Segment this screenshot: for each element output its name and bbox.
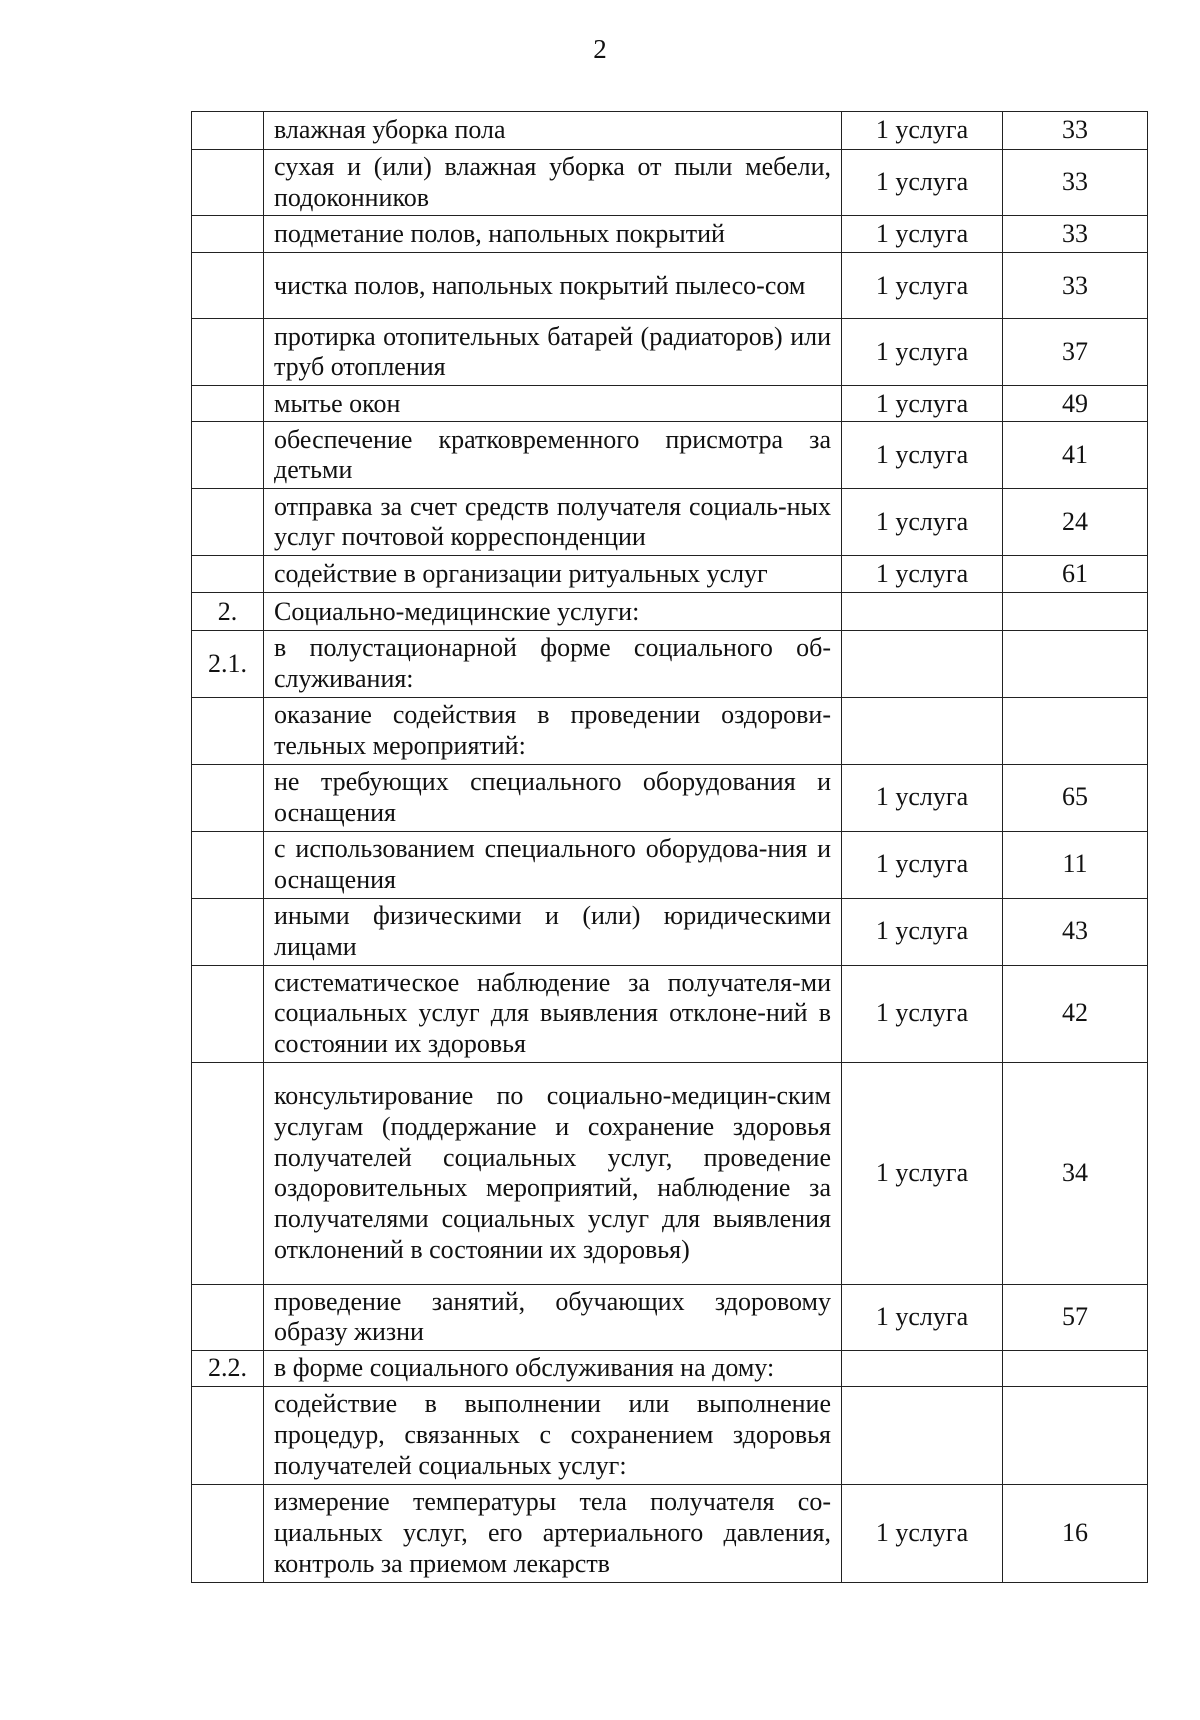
service-name: подметание полов, напольных покрытий: [264, 216, 842, 253]
unit-cell: 1 услуга: [842, 965, 1003, 1062]
services-table-body: [192, 112, 1148, 1583]
value-cell: 34: [1003, 1062, 1148, 1284]
unit-cell: [842, 593, 1003, 631]
unit-cell: 1 услуга: [842, 386, 1003, 422]
services-table: [191, 111, 1148, 1583]
unit-cell: 1 услуга: [842, 216, 1003, 253]
service-name: содействие в организации ритуальных услуг: [264, 556, 842, 593]
unit-cell: 1 услуга: [842, 831, 1003, 898]
value-cell: 49: [1003, 386, 1148, 422]
value-cell: 57: [1003, 1284, 1148, 1350]
row-number: [192, 386, 264, 422]
service-name: Социально-медицинские услуги:: [264, 593, 842, 631]
value-cell: 41: [1003, 422, 1148, 489]
row-number: [192, 319, 264, 386]
row-number: [192, 422, 264, 489]
unit-cell: 1 услуга: [842, 1484, 1003, 1582]
service-name: чистка полов, напольных покрытий пылесо-сом: [264, 253, 842, 319]
row-number: [192, 1386, 264, 1484]
row-number: [192, 697, 264, 764]
service-name: обеспечение кратковременного присмотра за детьми: [264, 422, 842, 489]
row-number: [192, 253, 264, 319]
row-number: [192, 112, 264, 150]
row-number: [192, 556, 264, 593]
row-number: [192, 831, 264, 898]
value-cell: 65: [1003, 764, 1148, 831]
value-cell: [1003, 593, 1148, 631]
unit-cell: [842, 697, 1003, 764]
table-row: [192, 253, 1148, 319]
row-number: [192, 1062, 264, 1284]
unit-cell: 1 услуга: [842, 1062, 1003, 1284]
value-cell: 33: [1003, 216, 1148, 253]
unit-cell: 1 услуга: [842, 112, 1003, 150]
service-name: влажная уборка пола: [264, 112, 842, 150]
value-cell: 33: [1003, 150, 1148, 216]
service-name: сухая и (или) влажная уборка от пыли мебели, подоконников: [264, 150, 842, 216]
service-name: не требующих специального оборудования и оснащения: [264, 764, 842, 831]
row-number: [192, 216, 264, 253]
table-row: [192, 1062, 1148, 1284]
table-row: [192, 1351, 1148, 1387]
table-row: [192, 697, 1148, 764]
value-cell: [1003, 697, 1148, 764]
service-name: измерение температуры тела получателя со-циальных услуг, его артериального давления, контроль за приемом лекарств: [264, 1484, 842, 1582]
table-row: [192, 319, 1148, 386]
value-cell: 43: [1003, 898, 1148, 965]
unit-cell: [842, 631, 1003, 697]
row-number: [192, 764, 264, 831]
service-name: содействие в выполнении или выполнение процедур, связанных с сохранением здоровья получателей социальных услуг:: [264, 1386, 842, 1484]
service-name: консультирование по социально-медицин-ским услугам (поддержание и сохранение здоровья получателей социальных услуг, проведение оздоровительных мероприятий, наблюдение за получателями социальных услуг для выявления отклонений в состоянии их здоровья): [264, 1062, 842, 1284]
unit-cell: [842, 1351, 1003, 1387]
table-row: [192, 898, 1148, 965]
service-name: в полустационарной форме социального об-служивания:: [264, 631, 842, 697]
value-cell: 61: [1003, 556, 1148, 593]
table-row: [192, 216, 1148, 253]
table-row: [192, 1284, 1148, 1350]
unit-cell: 1 услуга: [842, 556, 1003, 593]
value-cell: 33: [1003, 112, 1148, 150]
service-name: проведение занятий, обучающих здоровому образу жизни: [264, 1284, 842, 1350]
table-row: [192, 831, 1148, 898]
service-name: систематическое наблюдение за получателя-ми социальных услуг для выявления отклоне-ний в состоянии их здоровья: [264, 965, 842, 1062]
value-cell: 33: [1003, 253, 1148, 319]
value-cell: [1003, 1386, 1148, 1484]
value-cell: [1003, 631, 1148, 697]
service-name: оказание содействия в проведении оздорови-тельных мероприятий:: [264, 697, 842, 764]
value-cell: 42: [1003, 965, 1148, 1062]
value-cell: [1003, 1351, 1148, 1387]
value-cell: 16: [1003, 1484, 1148, 1582]
table-row: [192, 764, 1148, 831]
unit-cell: 1 услуга: [842, 898, 1003, 965]
table-row: [192, 1386, 1148, 1484]
row-number: [192, 1484, 264, 1582]
row-number: [192, 489, 264, 556]
unit-cell: 1 услуга: [842, 489, 1003, 556]
row-number: 2.2.: [192, 1351, 264, 1387]
table-row: [192, 1484, 1148, 1582]
page-number: 2: [593, 34, 607, 64]
table-row: [192, 965, 1148, 1062]
table-row: [192, 631, 1148, 697]
row-number: 2.1.: [192, 631, 264, 697]
service-name: в форме социального обслуживания на дому:: [264, 1351, 842, 1387]
value-cell: 37: [1003, 319, 1148, 386]
service-name: с использованием специального оборудова-ния и оснащения: [264, 831, 842, 898]
row-number: [192, 965, 264, 1062]
unit-cell: 1 услуга: [842, 764, 1003, 831]
unit-cell: 1 услуга: [842, 1284, 1003, 1350]
unit-cell: 1 услуга: [842, 319, 1003, 386]
service-name: иными физическими и (или) юридическими лицами: [264, 898, 842, 965]
unit-cell: 1 услуга: [842, 253, 1003, 319]
table-row: [192, 112, 1148, 150]
table-row: [192, 386, 1148, 422]
table-row: [192, 489, 1148, 556]
service-name: мытье окон: [264, 386, 842, 422]
row-number: [192, 150, 264, 216]
unit-cell: 1 услуга: [842, 422, 1003, 489]
unit-cell: 1 услуга: [842, 150, 1003, 216]
table-row: [192, 556, 1148, 593]
value-cell: 11: [1003, 831, 1148, 898]
row-number: 2.: [192, 593, 264, 631]
service-name: отправка за счет средств получателя социаль-ных услуг почтовой корреспонденции: [264, 489, 842, 556]
row-number: [192, 1284, 264, 1350]
table-row: [192, 593, 1148, 631]
unit-cell: [842, 1386, 1003, 1484]
row-number: [192, 898, 264, 965]
table-row: [192, 150, 1148, 216]
service-name: протирка отопительных батарей (радиаторов) или труб отопления: [264, 319, 842, 386]
value-cell: 24: [1003, 489, 1148, 556]
table-row: [192, 422, 1148, 489]
